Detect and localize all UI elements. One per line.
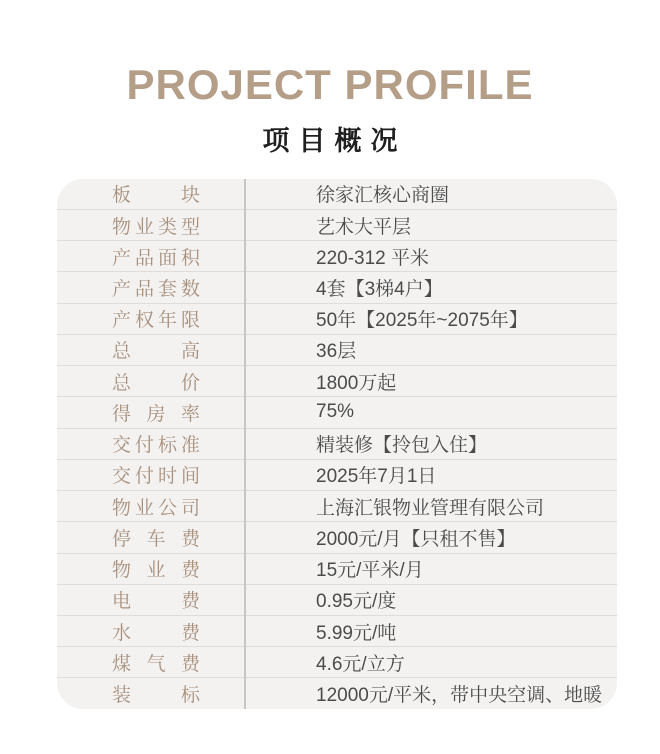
row-label: 物业公司: [112, 497, 200, 519]
row-label: 装标: [112, 685, 200, 707]
row-value: 220-312 平米: [316, 247, 430, 269]
table-row: [57, 303, 617, 334]
row-value: 75%: [316, 401, 355, 423]
row-value: 2000元/月【只租不售】: [316, 528, 516, 550]
row-label: 板块: [112, 185, 200, 207]
row-label: 总高: [112, 341, 200, 363]
table-row: [57, 209, 617, 240]
row-value: 徐家汇核心商圈: [316, 185, 450, 207]
table-row: [57, 334, 617, 365]
row-value: 4.6元/立方: [316, 653, 405, 675]
row-label: 交付标准: [112, 435, 200, 457]
row-label: 产品套数: [112, 279, 200, 300]
table-row: [57, 584, 617, 615]
table-row: [57, 646, 617, 677]
table-row: [57, 271, 617, 302]
row-value: 50年【2025年~2075年】: [316, 310, 528, 332]
project-profile-table: [57, 179, 617, 709]
row-label: 总价: [112, 372, 200, 394]
page-title-chinese: 项目概况: [262, 126, 407, 156]
column-divider: [244, 179, 246, 709]
row-value: 艺术大平层: [316, 216, 412, 238]
table-row: [57, 179, 617, 209]
table-row: [57, 615, 617, 646]
row-value: 36层: [316, 341, 357, 363]
row-label: 水费: [112, 622, 200, 644]
row-value: 12000元/平米，带中央空调、地暖: [316, 685, 603, 707]
row-value: 1800万起: [316, 372, 397, 394]
row-value: 精装修【拎包入住】: [316, 435, 488, 457]
row-label: 物业费: [112, 560, 200, 582]
table-row: [57, 459, 617, 490]
row-label: 电费: [112, 591, 200, 613]
table-row: [57, 428, 617, 459]
row-label: 停车费: [112, 528, 200, 550]
table-row: [57, 553, 617, 584]
row-label: 产品面积: [112, 247, 200, 269]
table-row: [57, 396, 617, 427]
page-header: [0, 0, 660, 157]
row-value: 2025年7月1日: [316, 466, 437, 488]
table-row: [57, 490, 617, 521]
table-row: [57, 521, 617, 552]
row-label: 物业类型: [112, 216, 200, 238]
row-value: 4套【3梯4户】: [316, 279, 443, 300]
row-value: 5.99元/吨: [316, 622, 397, 644]
row-value: 0.95元/度: [316, 591, 397, 613]
row-value: 上海汇银物业管理有限公司: [316, 497, 545, 519]
table-row: [57, 677, 617, 708]
row-label: 煤气费: [112, 653, 200, 675]
table-row: [57, 240, 617, 271]
table-row: [57, 365, 617, 396]
row-value: 15元/平米/月: [316, 560, 424, 582]
row-label: 得房率: [112, 403, 200, 425]
row-label: 交付时间: [112, 466, 200, 488]
page-title-english: PROJECT PROFILE: [126, 61, 534, 108]
row-label: 产权年限: [112, 310, 200, 332]
